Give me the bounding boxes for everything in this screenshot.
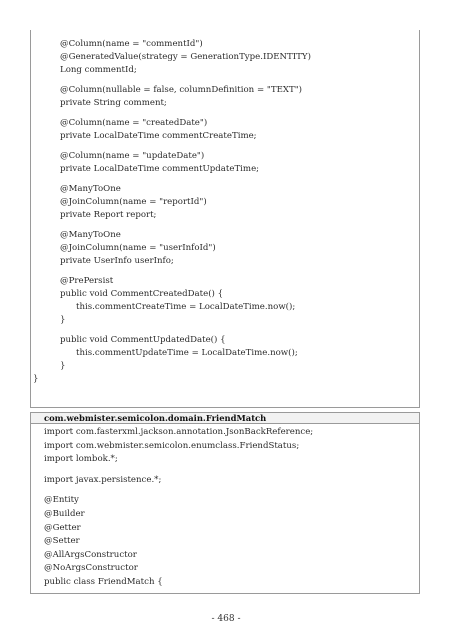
code-line: @JoinColumn(name = "reportId") xyxy=(60,197,207,207)
code-line: @AllArgsConstructor xyxy=(44,549,137,560)
code-line: @GeneratedValue(strategy = GenerationType.IDENTITY) xyxy=(60,52,311,62)
code-line: private LocalDateTime commentCreateTime; xyxy=(60,131,257,141)
code-line: @PrePersist xyxy=(60,276,114,286)
code-line: @NoArgsConstructor xyxy=(44,563,138,574)
code-line: public class FriendMatch { xyxy=(44,577,163,587)
code-line: @Column(name = "createdDate") xyxy=(60,118,208,128)
code-line: } xyxy=(33,374,39,384)
code-line: public void CommentCreatedDate() { xyxy=(60,289,224,299)
code-line: @JoinColumn(name = "userInfoId") xyxy=(60,243,216,253)
code-line: private UserInfo userInfo; xyxy=(60,256,174,266)
code-line: Long commentId; xyxy=(60,65,137,75)
code-line: import javax.persistence.*; xyxy=(44,474,162,485)
page-number: - 468 - xyxy=(211,614,241,624)
code-line: @ManyToOne xyxy=(60,230,121,240)
code-line: @Getter xyxy=(44,522,81,533)
file-header: com.webmister.semicolon.domain.FriendMatch xyxy=(30,412,420,424)
code-line: @Column(name = "updateDate") xyxy=(60,151,205,161)
code-line: private String comment; xyxy=(60,98,167,108)
code-line: @Column(name = "commentId") xyxy=(60,39,203,49)
code-line: @Setter xyxy=(44,536,80,547)
code-line: private Report report; xyxy=(60,210,157,220)
code-line: import com.fasterxml.jackson.annotation.JsonBackReference; xyxy=(44,427,314,437)
code-line: public void CommentUpdatedDate() { xyxy=(60,335,226,345)
code-line: import com.webmister.semicolon.enumclass.FriendStatus; xyxy=(44,440,300,451)
code-line: this.commentUpdateTime = LocalDateTime.now(); xyxy=(76,348,298,358)
code-line: } xyxy=(60,315,66,325)
code-line: @ManyToOne xyxy=(60,184,121,194)
code-line: @Builder xyxy=(44,509,85,519)
code-line: this.commentCreateTime = LocalDateTime.now(); xyxy=(76,302,296,312)
code-line: @Column(nullable = false, columnDefinition = "TEXT") xyxy=(60,85,302,95)
code-line: @Entity xyxy=(44,495,79,506)
code-line: private LocalDateTime commentUpdateTime; xyxy=(60,164,260,174)
code-line: } xyxy=(60,361,66,371)
code-line: import lombok.*; xyxy=(44,454,118,465)
